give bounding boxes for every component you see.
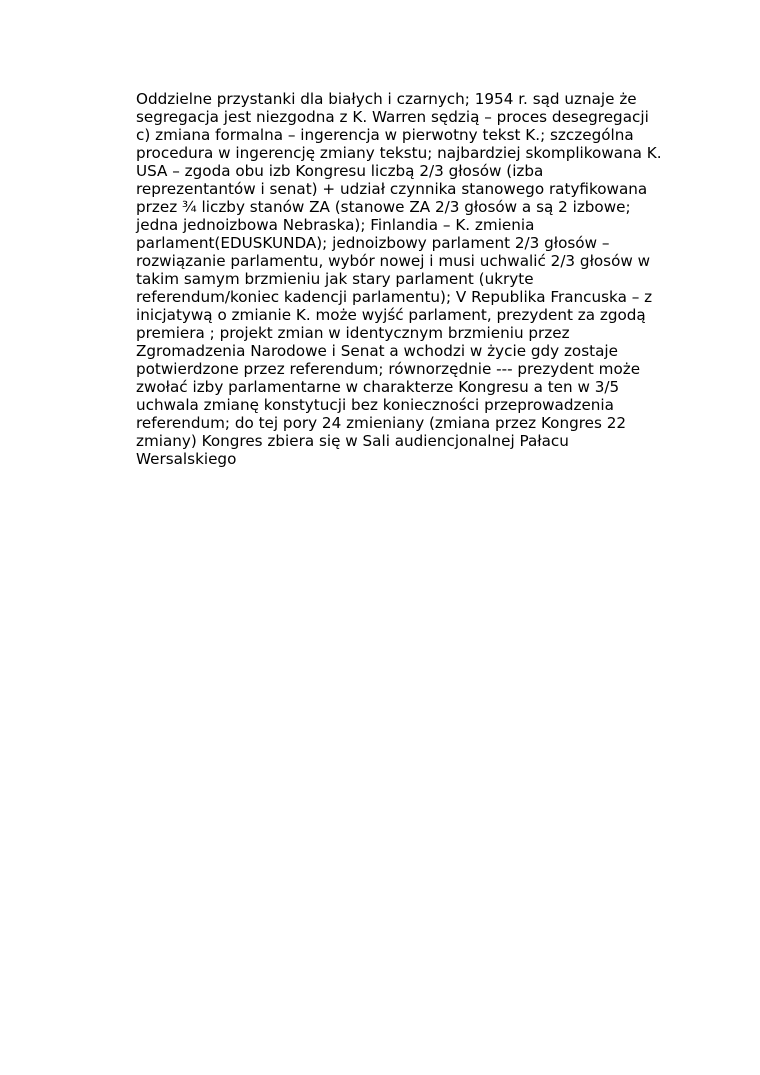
text-line: zwołać izby parlamentarne w charakterze Kongresu a ten w 3/5 bbox=[136, 378, 620, 396]
text-line: reprezentantów i senat) + udział czynnika stanowego ratyfikowana bbox=[136, 180, 648, 198]
text-line: przez ¾ liczby stanów ZA (stanowe ZA 2/3 głosów a są 2 izbowe; bbox=[136, 198, 631, 216]
text-line: referendum/koniec kadencji parlamentu); V Republika Francuska – z bbox=[136, 288, 653, 306]
text-line: referendum; do tej pory 24 zmieniany (zmiana przez Kongres 22 bbox=[136, 414, 627, 432]
text-line: segregacja jest niezgodna z K. Warren sędzią – proces desegregacji bbox=[136, 108, 649, 126]
text-line: zmiany) Kongres zbiera się w Sali audiencjonalnej Pałacu bbox=[136, 432, 569, 450]
text-line: rozwiązanie parlamentu, wybór nowej i musi uchwalić 2/3 głosów w bbox=[136, 252, 651, 270]
text-line: premiera ; projekt zmian w identycznym brzmieniu przez bbox=[136, 324, 570, 342]
text-line: takim samym brzmieniu jak stary parlament (ukryte bbox=[136, 270, 534, 288]
body-text bbox=[136, 90, 676, 468]
text-line: Zgromadzenia Narodowe i Senat a wchodzi w życie gdy zostaje bbox=[136, 342, 618, 360]
text-line: USA – zgoda obu izb Kongresu liczbą 2/3 głosów (izba bbox=[136, 162, 544, 180]
text-line: Wersalskiego bbox=[136, 450, 237, 468]
text-line: potwierdzone przez referendum; równorzędnie --- prezydent może bbox=[136, 360, 641, 378]
text-line: Oddzielne przystanki dla białych i czarnych; 1954 r. sąd uznaje że bbox=[136, 90, 637, 108]
text-line: inicjatywą o zmianie K. może wyjść parlament, prezydent za zgodą bbox=[136, 306, 646, 324]
text-line: procedura w ingerencję zmiany tekstu; najbardziej skomplikowana K. bbox=[136, 144, 662, 162]
text-line: c) zmiana formalna – ingerencja w pierwotny tekst K.; szczególna bbox=[136, 126, 634, 144]
text-line: uchwala zmianę konstytucji bez konieczności przeprowadzenia bbox=[136, 396, 614, 414]
text-line: parlament(EDUSKUNDA); jednoizbowy parlament 2/3 głosów – bbox=[136, 234, 610, 252]
text-line: jedna jednoizbowa Nebraska); Finlandia – K. zmienia bbox=[136, 216, 535, 234]
